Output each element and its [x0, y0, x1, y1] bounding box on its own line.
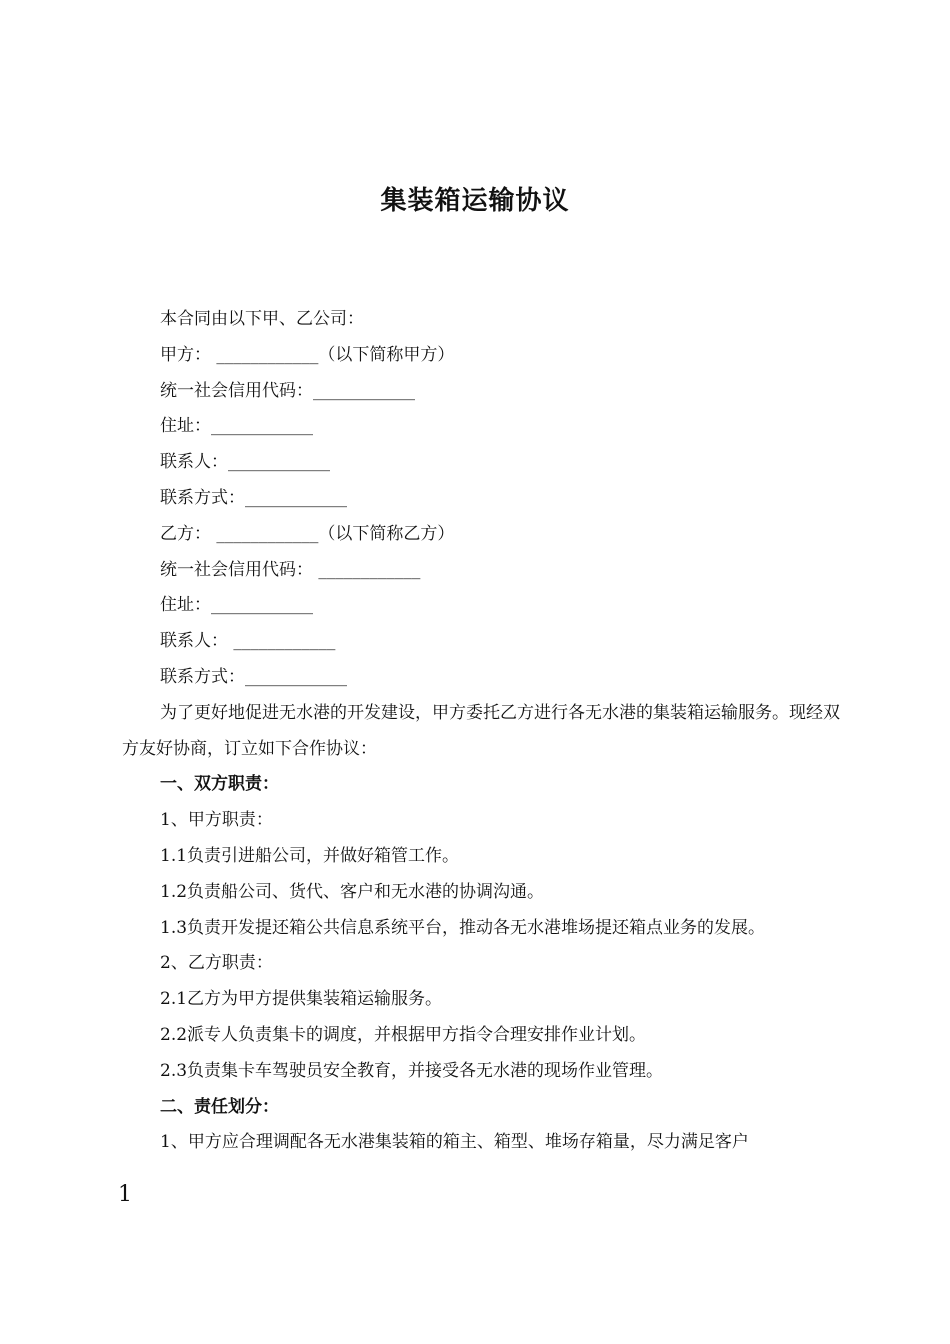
party-b-address-line: 住址：____________	[160, 595, 313, 616]
party-a-duties-heading: 1、甲方职责：	[160, 810, 273, 831]
party-a-credit-code-line: 统一社会信用代码：____________	[160, 380, 415, 401]
party-b-duty-item: 2.2派专人负责集卡的调度，并根据甲方指令合理安排作业计划。	[160, 1024, 647, 1045]
party-b-duties-heading: 2、乙方职责：	[160, 953, 273, 974]
document-title: 集装箱运输协议	[380, 186, 570, 216]
purpose-paragraph: 为了更好地促进无水港的开发建设，甲方委托乙方进行各无水港的集装箱运输服务。现经双方友好协商，订立如下合作协议：	[122, 702, 840, 759]
party-b-credit-code-line: 统一社会信用代码： ____________	[160, 559, 421, 580]
party-b-contact-method-line: 联系方式：____________	[160, 666, 347, 687]
party-b-duty-item: 2.3负责集卡车驾驶员安全教育，并接受各无水港的现场作业管理。	[160, 1060, 664, 1081]
party-b-contact-line: 联系人： ____________	[160, 631, 336, 652]
party-a-duty-item: 1.1负责引进船公司，并做好箱管工作。	[160, 845, 460, 866]
party-a-name-line: 甲方： ____________（以下简称甲方）	[160, 344, 455, 365]
party-a-duty-item: 1.3负责开发提还箱公共信息系统平台，推动各无水港堆场提还箱点业务的发展。	[160, 917, 766, 938]
document-body	[122, 302, 842, 1161]
party-a-duty-item: 1.2负责船公司、货代、客户和无水港的协调沟通。	[160, 881, 545, 902]
section2-item-1: 1、甲方应合理调配各无水港集装箱的箱主、箱型、堆场存箱量，尽力满足客户	[160, 1132, 749, 1153]
party-a-contact-line: 联系人：____________	[160, 452, 330, 473]
section1-heading: 一、双方职责：	[160, 774, 279, 795]
party-a-contact-method-line: 联系方式：____________	[160, 487, 347, 508]
page-number: 1	[118, 1182, 132, 1207]
section2-heading: 二、责任划分：	[160, 1096, 279, 1117]
party-b-duty-item: 2.1乙方为甲方提供集装箱运输服务。	[160, 989, 443, 1010]
intro-line: 本合同由以下甲、乙公司：	[160, 309, 364, 329]
party-a-address-line: 住址：____________	[160, 416, 313, 437]
party-b-name-line: 乙方： ____________（以下简称乙方）	[160, 523, 455, 544]
